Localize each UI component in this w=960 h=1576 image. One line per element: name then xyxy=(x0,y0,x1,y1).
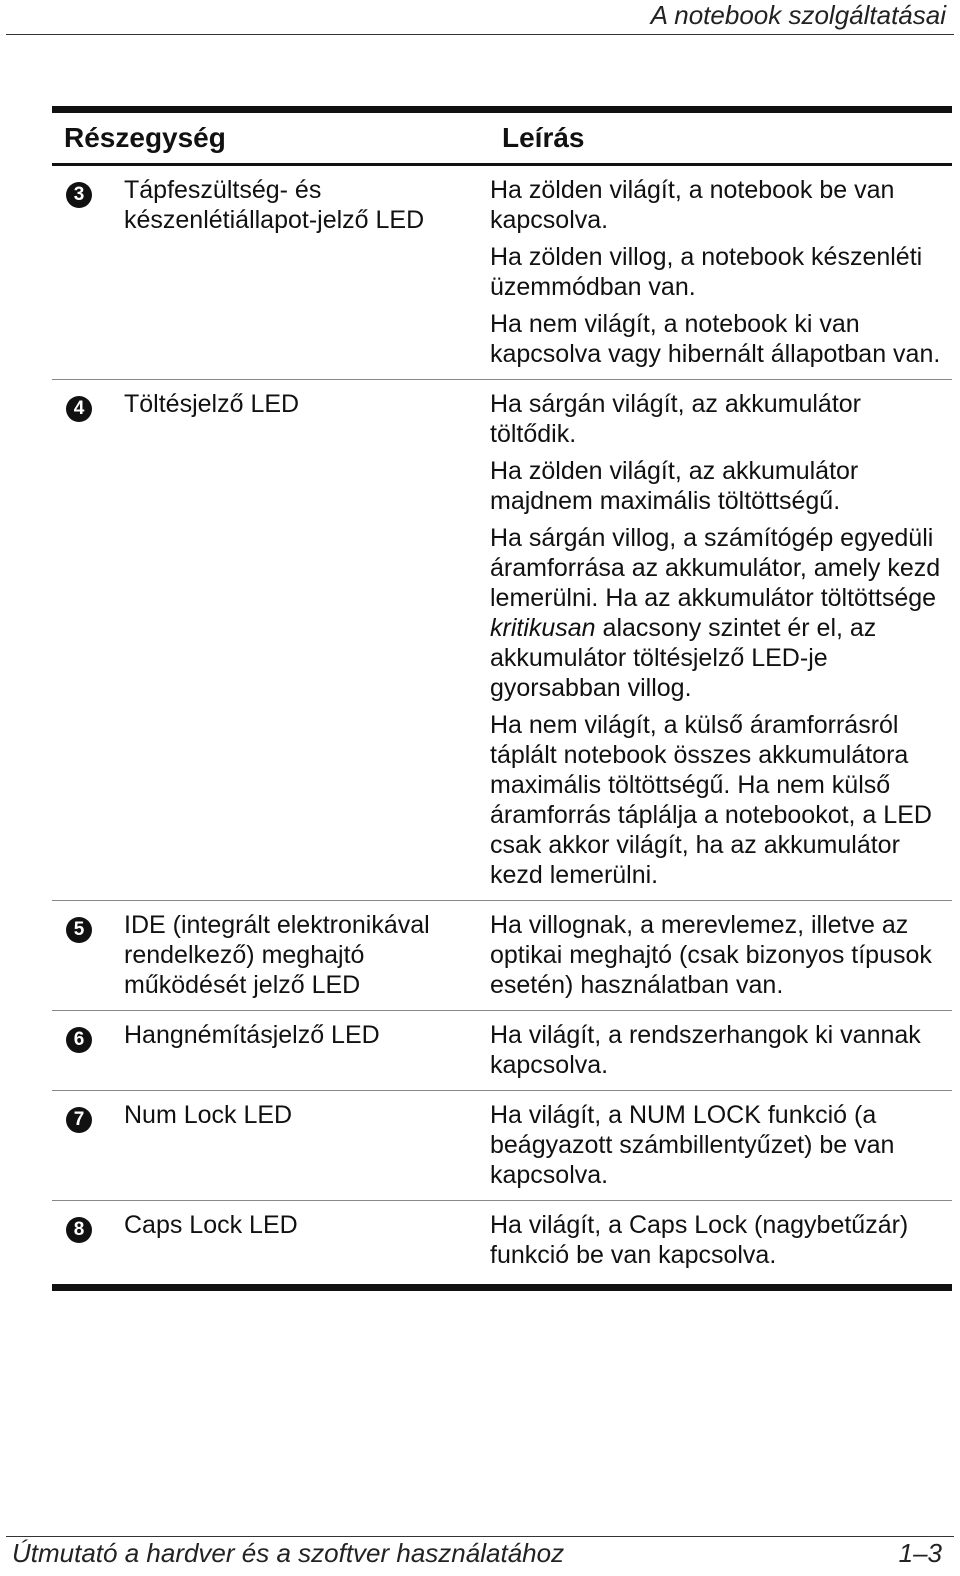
description-paragraph: Ha villognak, a merevlemez, illetve az optikai meghajtó (csak bizonyos típusok esetén) használatban van. xyxy=(490,911,932,999)
callout-number-badge: 4 xyxy=(66,396,92,422)
description-cell xyxy=(490,1100,952,1190)
description-paragraph: Ha zölden világít, a notebook be van kapcsolva. xyxy=(490,176,895,234)
table-row xyxy=(52,166,952,380)
callout-number-badge: 3 xyxy=(66,182,92,208)
column-header-description: Leírás xyxy=(502,122,585,153)
description-paragraph: Ha világít, a rendszerhangok ki vannak kapcsolva. xyxy=(490,1021,921,1079)
emphasized-word: kritikusan xyxy=(490,614,596,642)
description-paragraph xyxy=(490,523,952,703)
description-text: alacsony szintet ér el, az akkumulátor töltésjelző LED-je gyorsabban villog. xyxy=(490,614,877,702)
table-bottom-rule xyxy=(52,1284,952,1291)
description-cell xyxy=(490,389,952,890)
column-header-component: Részegység xyxy=(64,122,226,153)
header-rule xyxy=(6,34,954,35)
footer-book-title: Útmutató a hardver és a szoftver használatához xyxy=(12,1538,565,1568)
component-name: Tápfeszültség- és készenlétiállapot-jelző LED xyxy=(124,176,425,234)
table-header-row xyxy=(52,113,952,166)
description-cell xyxy=(490,910,952,1000)
description-cell xyxy=(490,1020,952,1080)
component-name: IDE (integrált elektronikával rendelkező) meghajtó működését jelző LED xyxy=(124,911,430,999)
callout-number-badge: 5 xyxy=(66,917,92,943)
running-header: A notebook szolgáltatásai xyxy=(650,0,946,30)
led-table xyxy=(52,106,952,1291)
description-paragraph: Ha nem világít, a notebook ki van kapcsolva vagy hibernált állapotban van. xyxy=(490,310,941,368)
description-cell xyxy=(490,175,952,369)
table-row xyxy=(52,1091,952,1201)
component-name: Töltésjelző LED xyxy=(124,390,300,418)
callout-number-badge: 7 xyxy=(66,1107,92,1133)
page-number: 1–3 xyxy=(898,1538,942,1568)
description-paragraph: Ha sárgán világít, az akkumulátor töltődik. xyxy=(490,390,862,448)
description-paragraph: Ha világít, a Caps Lock (nagybetűzár) funkció be van kapcsolva. xyxy=(490,1211,909,1269)
component-name: Caps Lock LED xyxy=(124,1211,298,1239)
description-paragraph: Ha zölden világít, az akkumulátor majdnem maximális töltöttségű. xyxy=(490,457,859,515)
footer-rule xyxy=(6,1536,954,1537)
description-paragraph: Ha zölden villog, a notebook készenléti üzemmódban van. xyxy=(490,243,923,301)
table-row xyxy=(52,901,952,1011)
callout-number-badge: 8 xyxy=(66,1217,92,1243)
callout-number-badge: 6 xyxy=(66,1027,92,1053)
description-paragraph: Ha nem világít, a külső áramforrásról táplált notebook összes akkumulátora maximális töltöttségű. Ha nem külső áramforrás táplálja a notebookot, a LED csak akkor világít, ha az akkumulátor kezd lemerülni. xyxy=(490,711,932,889)
table-row xyxy=(52,1011,952,1091)
table-row xyxy=(52,1201,952,1280)
table-top-rule xyxy=(52,106,952,113)
component-name: Hangnémításjelző LED xyxy=(124,1021,380,1049)
description-text: Ha sárgán villog, a számítógép egyedüli áramforrása az akkumulátor, amely kezd lemerülni. Ha az akkumulátor töltöttsége xyxy=(490,524,941,612)
description-paragraph: Ha világít, a NUM LOCK funkció (a beágyazott számbillentyűzet) be van kapcsolva. xyxy=(490,1101,895,1189)
table-row xyxy=(52,380,952,901)
component-name: Num Lock LED xyxy=(124,1101,293,1129)
description-cell xyxy=(490,1210,952,1270)
